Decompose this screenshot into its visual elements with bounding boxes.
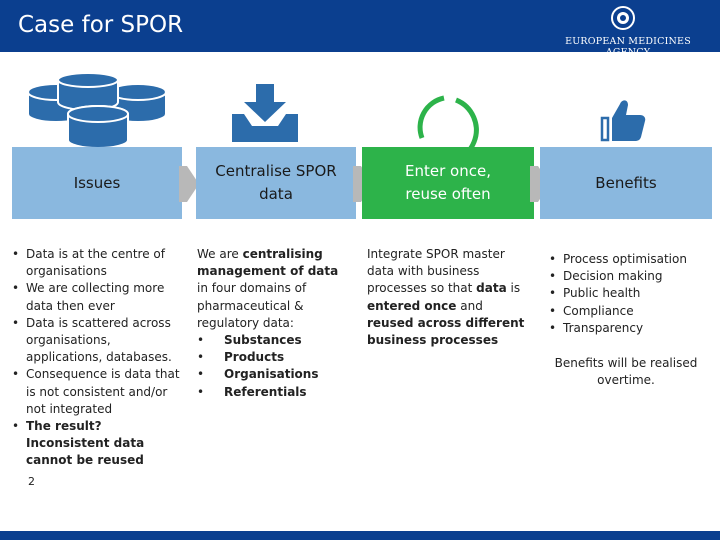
- list-item: • Data is scattered across organisations, applications, databases.: [12, 315, 172, 365]
- agency-emblem-icon: [605, 4, 641, 34]
- agency-logo-text: EUROPEAN MEDICINES AGENCY: [565, 36, 691, 58]
- list-item-result: • The result? Inconsistent data cannot be reused: [12, 419, 145, 468]
- database-stack-icon: [24, 72, 176, 152]
- slide-title: Case for SPOR: [18, 12, 184, 38]
- list-item: • Process optimisation: [549, 252, 687, 266]
- list-item: • Public health: [549, 286, 641, 301]
- list-item: • Substances: [197, 333, 302, 348]
- page-number: 2: [28, 475, 35, 488]
- domain-list: [197, 332, 347, 401]
- list-item: • Consequence is data that is not consistent and/or not integrated: [12, 367, 180, 416]
- band-issues: [12, 147, 182, 219]
- issues-column: [8, 246, 184, 470]
- list-item: • Data is at the centre of organisations: [12, 247, 165, 279]
- centralise-intro: We are centralising management of data in four domains of pharmaceutical & regulatory data:: [197, 247, 339, 330]
- list-item: • We are collecting more data then ever: [12, 281, 165, 313]
- list-item: • Decision making: [549, 269, 663, 284]
- band-benefits-label: Benefits: [595, 173, 657, 192]
- list-item: • Transparency: [549, 320, 644, 335]
- band-centralise: [196, 147, 356, 219]
- benefits-note: Benefits will be realised overtime.: [554, 356, 698, 388]
- list-item: • Referentials: [197, 384, 307, 399]
- benefits-column: [546, 251, 714, 389]
- issues-list: [8, 246, 184, 470]
- band-issues-label: Issues: [73, 173, 121, 192]
- enter-once-column: [367, 246, 531, 349]
- result-label: The result?: [26, 419, 102, 434]
- band-centralise-label: Centralise SPOR data: [215, 162, 337, 203]
- list-item: • Compliance: [549, 303, 634, 318]
- result-text: Inconsistent data cannot be reused: [26, 436, 145, 468]
- centralise-column: [197, 246, 347, 401]
- list-item: • Organisations: [197, 367, 319, 382]
- agency-logo: [548, 4, 718, 58]
- header-bar: [0, 0, 720, 58]
- band-enter-once: [362, 147, 534, 219]
- thumbs-up-icon: [598, 96, 648, 146]
- band-benefits: [540, 147, 712, 219]
- enter-once-text: Integrate SPOR master data with business processes so that data is entered once and reused across different business processes: [367, 247, 525, 348]
- footer-bar: [0, 531, 720, 540]
- band-enter-once-label: Enter once, reuse often: [405, 162, 491, 203]
- list-item: • Products: [197, 350, 285, 365]
- benefits-list: [546, 251, 714, 337]
- download-tray-icon: [232, 84, 298, 142]
